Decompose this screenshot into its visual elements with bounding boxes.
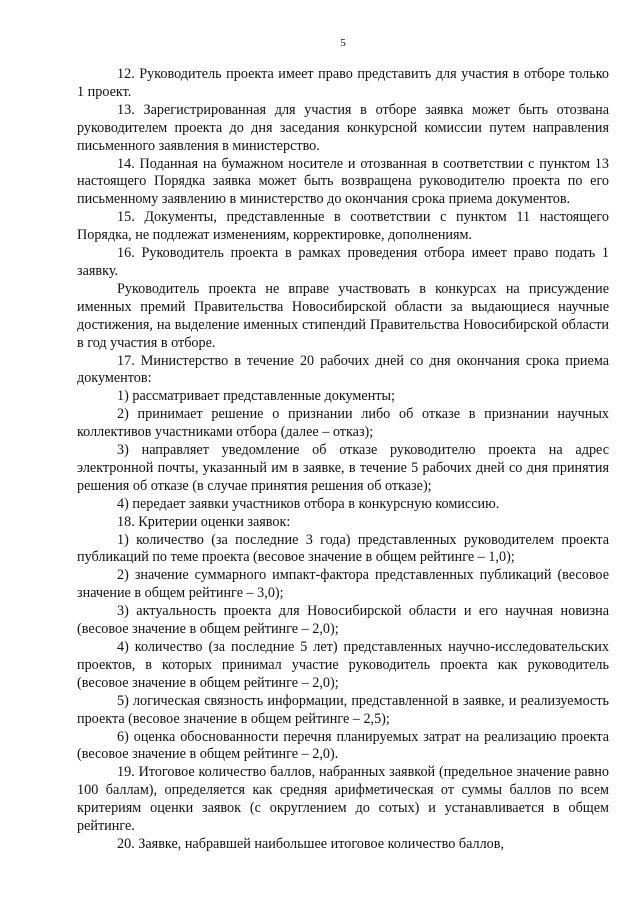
paragraph: 20. Заявке, набравшей наибольшее итоговое количество баллов,: [117, 835, 505, 852]
list-item: 1) рассматривает представленные документы;: [117, 388, 395, 405]
paragraph: Руководитель проекта не вправе участвовать в конкурсах на присуждение именных премий Правительства Новосибирской области за выдающиеся научные достижения, на выделение именных стипендий Правительства Новосибирской области в год участия в отборе.: [77, 280, 609, 351]
paragraph: 18. Критерии оценки заявок:: [117, 513, 291, 530]
paragraph: 14. Поданная на бумажном носителе и отозванная в соответствии с пунктом 13 настоящего Порядка заявка может быть возвращена руководителю проекта по его письменному заявлению в министерство до окончания срока приема документов.: [77, 155, 609, 208]
page-number: 5: [340, 37, 346, 49]
list-item: 4) количество (за последние 5 лет) представленных научно-исследовательских проектов, в которых принимал участие руководитель проекта как руководитель (весовое значение в общем рейтинге – 2,0);: [77, 639, 609, 691]
paragraph: 16. Руководитель проекта в рамках проведения отбора имеет право подать 1 заявку.: [77, 245, 609, 279]
list-item: 2) принимает решение о признании либо об отказе в признании научных коллективов участниками отбора (далее – отказ);: [77, 406, 609, 441]
list-item: 6) оценка обоснованности перечня планируемых затрат на реализацию проекта (весовое значение в общем рейтинге – 2,0).: [77, 728, 609, 763]
paragraph: 19. Итоговое количество баллов, набранных заявкой (предельное значение равно 100 баллам), определяется как средняя арифметическая от суммы баллов по всем критериям оценки заявок (с округлением до сотых) и устанавливается в общем рейтинге.: [77, 764, 609, 835]
document-body: [77, 66, 609, 854]
list-item: 3) актуальность проекта для Новосибирской области и его научная новизна (весовое значение в общем рейтинге – 2,0);: [77, 603, 609, 638]
list-item: 1) количество (за последние 3 года) представленных руководителем проекта публикаций по теме проекта (весовое значение в общем рейтинге – 1,0);: [77, 531, 609, 566]
paragraph: 13. Зарегистрированная для участия в отборе заявка может быть отозвана руководителем проекта до дня заседания конкурсной комиссии путем направления письменного заявления в министерство.: [77, 101, 609, 154]
paragraph: 17. Министерство в течение 20 рабочих дней со дня окончания срока приема документов:: [77, 352, 609, 387]
paragraph: 12. Руководитель проекта имеет право представить для участия в отборе только 1 проект.: [77, 66, 609, 100]
list-item: 2) значение суммарного импакт-фактора представленных публикаций (весовое значение в общем рейтинге – 3,0);: [77, 567, 609, 602]
list-item: 5) логическая связность информации, представленной в заявке, и реализуемость проекта (весовое значение в общем рейтинге – 2,5);: [77, 692, 609, 727]
list-item: 4) передает заявки участников отбора в конкурсную комиссию.: [117, 495, 500, 512]
paragraph: 15. Документы, представленные в соответствии с пунктом 11 настоящего Порядка, не подлежат изменениям, корректировке, дополнениям.: [77, 209, 609, 244]
list-item: 3) направляет уведомление об отказе руководителю проекта на адрес электронной почты, указанный им в заявке, в течение 5 рабочих дней со дня принятия решения об отказе (в случае принятия решения об отказе);: [77, 442, 609, 494]
